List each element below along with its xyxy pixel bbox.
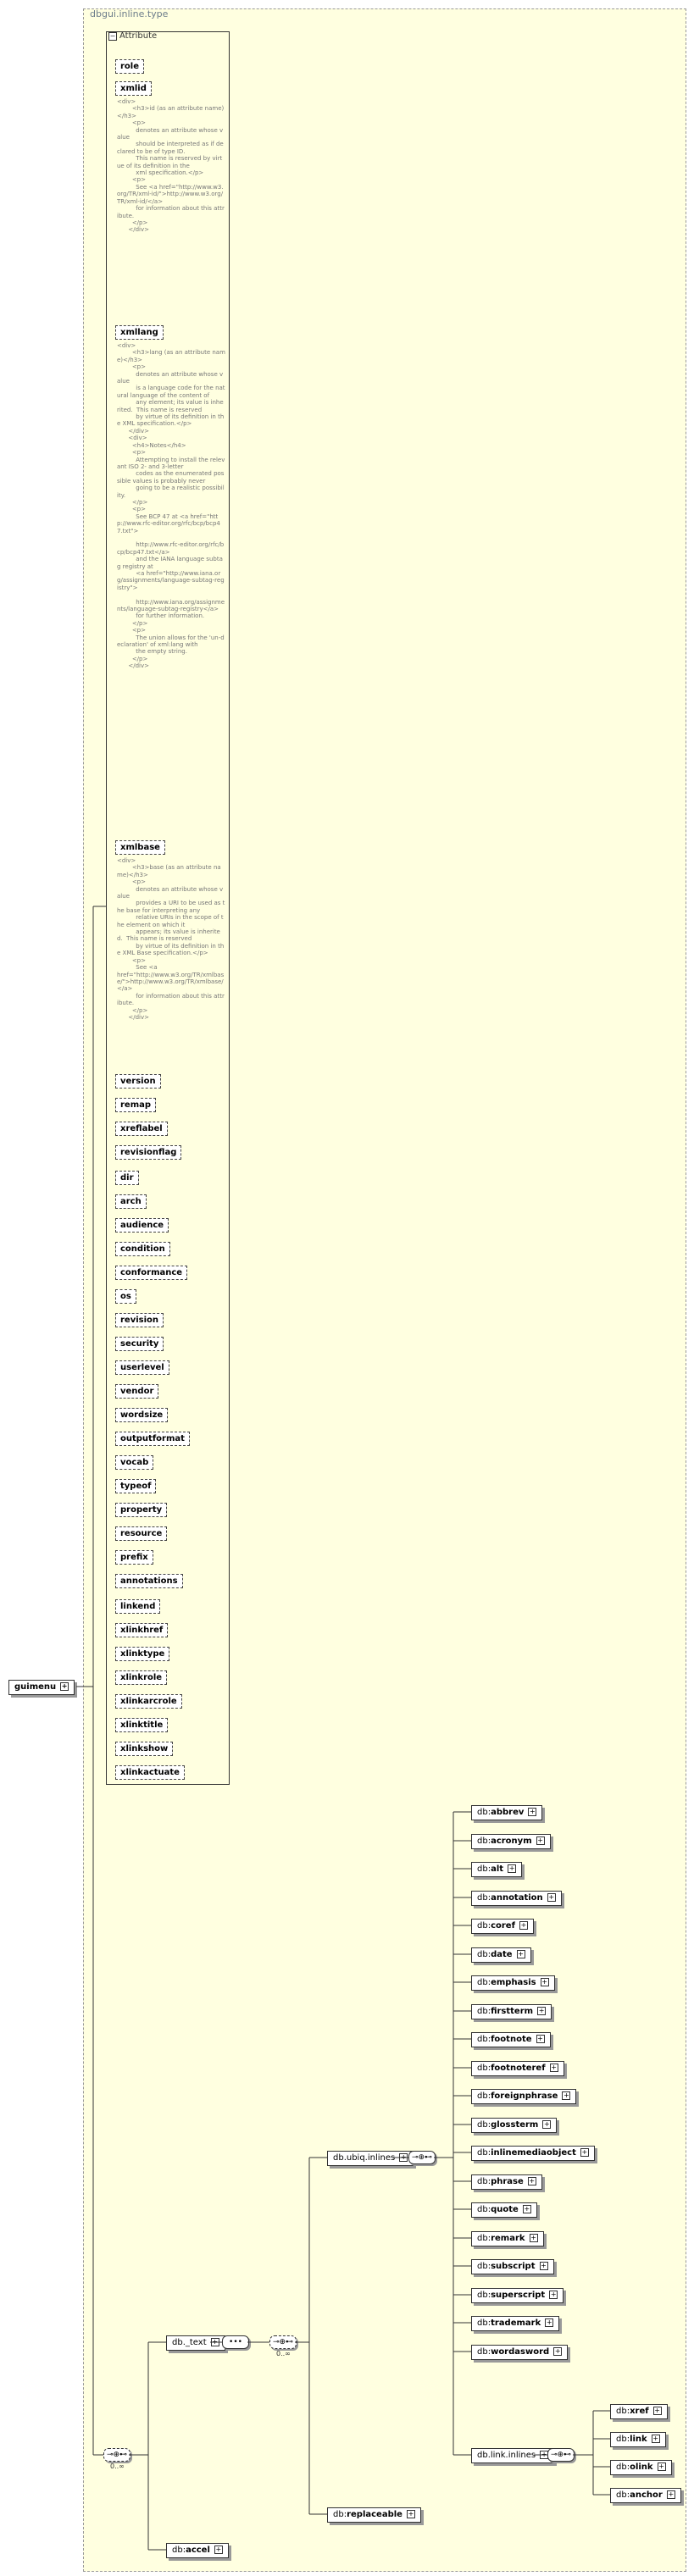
attribute-vocab[interactable]: vocab [115, 1455, 153, 1470]
root-element-guimenu[interactable] [8, 1680, 75, 1695]
element-db-olink[interactable] [610, 2460, 672, 2475]
attribute-group-title: Attribute [119, 31, 158, 41]
element-db-wordasword-label: db:wordasword [477, 2347, 550, 2357]
element-db-anchor[interactable] [610, 2488, 681, 2503]
element-db-quote[interactable] [471, 2202, 537, 2218]
element-db-xref-label: db:xref [616, 2407, 649, 2416]
attribute-property[interactable]: property [115, 1503, 167, 1517]
element-db-footnote-label: db:footnote [477, 2035, 532, 2044]
element-db-phrase-label: db:phrase [477, 2177, 524, 2186]
element-db-acronym-label: db:acronym [477, 1836, 532, 1846]
attribute-xmlid-doc: <div> <h3>id (as an attribute name)</h3> <p> denotes an attribute whose value should be interpreted as if declared to be of type ID. This name is reserved by virtue of its definition in the xml specification.</p> <p> See <a href="http://www.w3.org/TR/xml-id/">http://www.w3.org/TR/xml-id/</a> for information about this attribute. </p> </div> [117, 98, 225, 234]
attribute-revisionflag[interactable]: revisionflag [115, 1145, 181, 1160]
expand-icon[interactable]: + [518, 1950, 524, 1958]
expand-icon[interactable]: + [554, 2347, 561, 2355]
attribute-xmlid[interactable]: xmlid [115, 81, 152, 96]
ubiq-choice-compositor[interactable]: ⊸⊕⊷ [408, 2151, 436, 2164]
group-db-link-inlines-label: db.link.inlines [477, 2451, 536, 2460]
inner-choice-compositor[interactable]: ⊸⊕⊷ [269, 2335, 297, 2349]
attribute-conformance[interactable]: conformance [115, 1266, 187, 1280]
attribute-role[interactable]: role [115, 59, 144, 74]
element-db-footnoteref[interactable] [471, 2061, 564, 2076]
expand-icon[interactable]: + [529, 2177, 536, 2185]
attribute-audience[interactable]: audience [115, 1218, 169, 1233]
expand-icon[interactable]: + [541, 2451, 547, 2458]
attribute-xlinktype[interactable]: xlinktype [115, 1647, 169, 1661]
attribute-typeof[interactable]: typeof [115, 1479, 156, 1493]
element-db-phrase[interactable] [471, 2174, 542, 2190]
element-db-trademark-label: db:trademark [477, 2318, 541, 2328]
cardinality-label: 0..∞ [110, 2462, 125, 2470]
attribute-userlevel[interactable]: userlevel [115, 1360, 169, 1375]
group-db-ubiq-inlines-label: db.ubiq.inlines [333, 2153, 396, 2163]
expand-icon[interactable]: + [668, 2490, 675, 2498]
expand-icon[interactable]: + [541, 2262, 547, 2269]
expand-icon[interactable]: + [61, 1682, 68, 1690]
element-db-subscript[interactable] [471, 2259, 554, 2274]
attribute-xlinkarcrole[interactable]: xlinkarcrole [115, 1694, 182, 1709]
attribute-xmllang-doc: <div> <h3>lang (as an attribute name)</h3> <p> denotes an attribute whose value is a language code for the natural language of the content of any element; its value is inherited. This name is reserved by virtue of its definition in the XML specification.</p> </div> <div> <h4>Notes</h4> <p> Attempting to install the relevant ISO 2- and 3-letter codes as the enumerated possible values is probably never going to be a realistic possibility. </p> <p> See BCP 47 at <a href="http://www.rfc-editor.org/rfc/bcp/bcp47.txt"> http://www.rfc-editor.org/rfc/bcp/bcp47.txt</a> and the IANA language subtag registry at <a href="http://www.iana.org/assignments/language-subtag-registry"> http://www.iana.org/assignments/language-subtag-registry</a> for further information. </p> <p> The union allows for the 'un-declaration' of xml:lang with the empty string. </p> </div> [117, 342, 225, 670]
element-db-date-label: db:date [477, 1950, 513, 1959]
attribute-xlinkactuate[interactable]: xlinkactuate [115, 1765, 185, 1780]
expand-icon[interactable]: + [538, 2007, 545, 2014]
expand-icon[interactable]: + [546, 2318, 552, 2326]
element-db-wordasword[interactable] [471, 2345, 568, 2360]
element-db-emphasis[interactable] [471, 1975, 555, 1991]
group-db-text[interactable] [166, 2335, 225, 2351]
element-db-glossterm[interactable] [471, 2118, 557, 2133]
attribute-outputformat[interactable]: outputformat [115, 1432, 190, 1446]
expand-icon[interactable]: + [550, 2291, 557, 2298]
expand-icon[interactable]: + [564, 2091, 569, 2099]
cardinality-label: 0..∞ [276, 2350, 291, 2357]
expand-icon[interactable]: + [537, 2035, 543, 2042]
element-db-alt-label: db:alt [477, 1864, 504, 1874]
attribute-arch[interactable]: arch [115, 1194, 147, 1209]
element-db-footnoteref-label: db:footnoteref [477, 2064, 546, 2073]
element-db-accel-label: db:accel [172, 2546, 210, 2555]
sequence-compositor[interactable]: ••• [222, 2335, 249, 2349]
expand-icon[interactable]: + [408, 2510, 414, 2518]
element-db-inlinemediaobject-label: db:inlinemediaobject [477, 2148, 576, 2158]
element-db-link[interactable] [610, 2432, 666, 2447]
element-db-superscript-label: db:superscript [477, 2291, 546, 2300]
element-db-anchor-label: db:anchor [616, 2490, 663, 2500]
expand-icon[interactable]: + [654, 2407, 660, 2414]
element-db-emphasis-label: db:emphasis [477, 1978, 536, 1987]
attribute-xlinktitle[interactable]: xlinktitle [115, 1718, 168, 1732]
attribute-dir[interactable]: dir [115, 1171, 139, 1185]
attribute-wordsize[interactable]: wordsize [115, 1408, 168, 1422]
attribute-xlinkrole[interactable]: xlinkrole [115, 1670, 167, 1685]
attribute-revision[interactable]: revision [115, 1313, 164, 1327]
expand-icon[interactable]: + [548, 1893, 555, 1901]
link-choice-compositor[interactable]: ⊸⊕⊷ [547, 2448, 575, 2462]
expand-icon[interactable]: + [508, 1864, 515, 1872]
expand-icon[interactable]: + [544, 2120, 550, 2128]
attribute-vendor[interactable]: vendor [115, 1384, 158, 1399]
element-db-annotation[interactable] [471, 1891, 562, 1906]
attribute-xreflabel[interactable]: xreflabel [115, 1122, 168, 1136]
attribute-version[interactable]: version [115, 1074, 161, 1089]
expand-icon[interactable]: + [212, 2338, 218, 2346]
element-db-xref[interactable] [610, 2404, 668, 2419]
expand-icon[interactable]: + [400, 2153, 407, 2161]
root-element-guimenu-label: guimenu [14, 1682, 57, 1692]
attribute-xmllang[interactable]: xmllang [115, 325, 164, 340]
attribute-group-header[interactable] [106, 31, 157, 41]
group-db-link-inlines[interactable] [471, 2448, 554, 2463]
expand-icon[interactable]: + [530, 2234, 536, 2241]
attribute-xmlbase-doc: <div> <h3>base (as an attribute name)</h3> <p> denotes an attribute whose value provides a URI to be used as the base for interpreting any relative URIs in the scope of the element on which it appears; its value is inherited. This name is reserved by virtue of its definition in the XML Base specification.</p> <p> See <a href="http://www.w3.org/TR/xmlbase/">http://www.w3.org/TR/xmlbase/</a> for information about this attribute. </p> </div> [117, 857, 225, 1021]
element-db-remark-label: db:remark [477, 2234, 525, 2243]
expand-icon[interactable]: + [520, 1921, 527, 1929]
attribute-prefix[interactable]: prefix [115, 1550, 153, 1565]
expand-icon[interactable]: + [658, 2462, 664, 2470]
element-db-inlinemediaobject[interactable] [471, 2146, 595, 2161]
element-db-foreignphrase[interactable] [471, 2089, 576, 2104]
attribute-xlinkshow[interactable]: xlinkshow [115, 1742, 173, 1756]
element-db-remark[interactable] [471, 2231, 544, 2246]
element-db-accel[interactable] [166, 2543, 229, 2558]
attribute-condition[interactable]: condition [115, 1242, 170, 1256]
attribute-xlinkhref[interactable]: xlinkhref [115, 1623, 168, 1637]
attribute-remap[interactable]: remap [115, 1098, 156, 1112]
element-db-acronym[interactable] [471, 1834, 551, 1849]
element-db-alt[interactable] [471, 1862, 522, 1877]
element-db-trademark[interactable] [471, 2316, 559, 2331]
expand-icon[interactable]: + [215, 2546, 222, 2553]
element-db-date[interactable] [471, 1947, 531, 1963]
element-db-foreignphrase-label: db:foreignphrase [477, 2091, 558, 2101]
element-db-replaceable-label: db:replaceable [333, 2510, 403, 2519]
expand-icon[interactable]: + [524, 2205, 530, 2213]
choice-compositor[interactable]: ⊸⊕⊷ [103, 2448, 130, 2462]
element-db-abbrev[interactable] [471, 1805, 542, 1820]
expand-icon[interactable]: + [581, 2148, 588, 2156]
element-db-replaceable[interactable] [327, 2507, 421, 2523]
element-db-glossterm-label: db:glossterm [477, 2120, 539, 2130]
element-db-link-label: db:link [616, 2435, 647, 2444]
group-title: dbgui.inline.type [90, 8, 169, 19]
expand-icon[interactable]: + [537, 1836, 543, 1844]
attribute-resource[interactable]: resource [115, 1526, 167, 1541]
element-db-footnote[interactable] [471, 2032, 551, 2047]
attribute-xmlbase[interactable]: xmlbase [115, 840, 165, 855]
expand-icon[interactable]: + [551, 2064, 557, 2071]
element-db-subscript-label: db:subscript [477, 2262, 536, 2271]
expand-icon[interactable]: + [652, 2435, 659, 2442]
collapse-icon[interactable]: − [109, 32, 116, 40]
element-db-superscript[interactable] [471, 2288, 564, 2303]
element-db-firstterm[interactable] [471, 2004, 552, 2019]
attribute-security[interactable]: security [115, 1337, 164, 1351]
attribute-linkend[interactable]: linkend [115, 1599, 160, 1614]
group-db-ubiq-inlines[interactable] [327, 2151, 414, 2166]
expand-icon[interactable]: + [541, 1978, 547, 1986]
attribute-annotations[interactable]: annotations [115, 1574, 183, 1588]
group-db-text-label: db._text [172, 2338, 207, 2347]
element-db-quote-label: db:quote [477, 2205, 519, 2214]
element-db-annotation-label: db:annotation [477, 1893, 543, 1903]
element-db-olink-label: db:olink [616, 2462, 653, 2472]
element-db-coref[interactable] [471, 1919, 534, 1934]
attribute-os[interactable]: os [115, 1289, 136, 1304]
element-db-abbrev-label: db:abbrev [477, 1808, 525, 1817]
expand-icon[interactable]: + [530, 1808, 536, 1815]
element-db-coref-label: db:coref [477, 1921, 515, 1931]
element-db-firstterm-label: db:firstterm [477, 2007, 534, 2016]
